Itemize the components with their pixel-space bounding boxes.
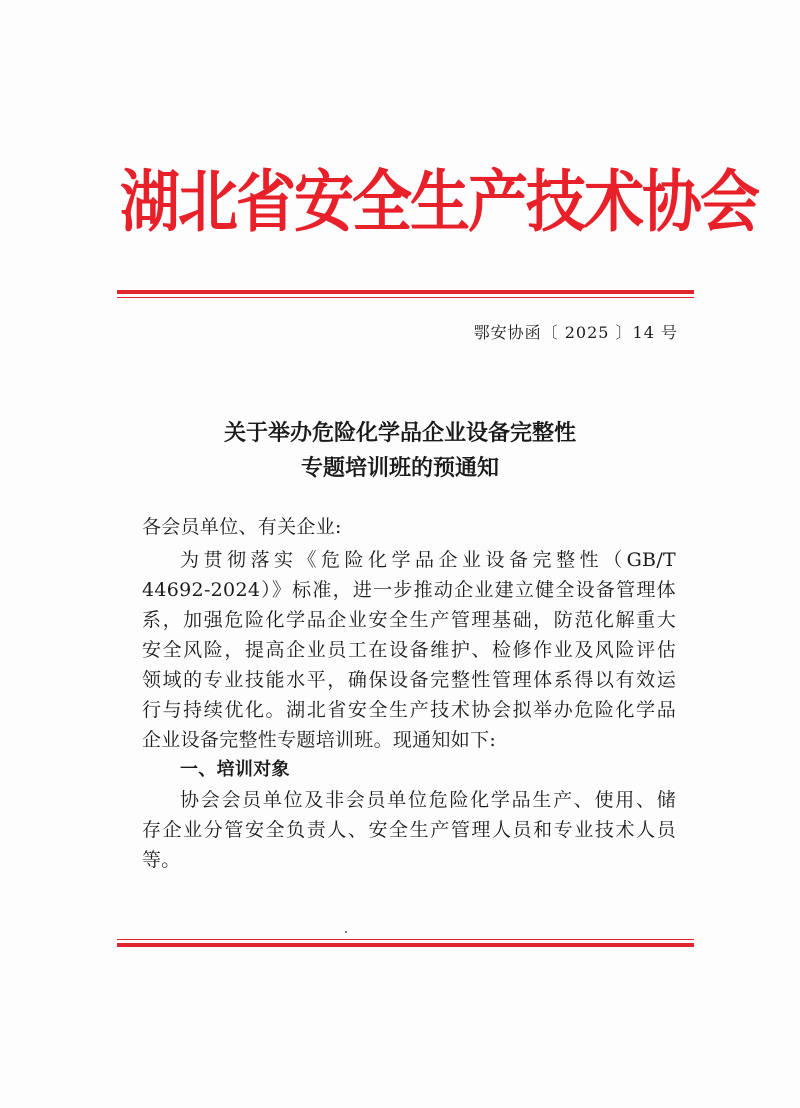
body-line: 为贯彻落实《危险化学品企业设备完整性（GB/T — [180, 549, 676, 571]
body-line: 等。 — [142, 849, 181, 871]
scan-speck — [345, 931, 347, 933]
document-title-line-2: 专题培训班的预通知 — [300, 456, 499, 481]
body-line: 44692-2024）》标准，进一步推动企业建立健全设备管理体 — [142, 579, 676, 601]
document-number: 鄂安协函〔 2025 〕14 号 — [473, 323, 678, 342]
body-line: 系，加强危险化学品企业安全生产管理基础，防范化解重大 — [142, 609, 676, 631]
section-heading: 一、培训对象 — [180, 759, 290, 780]
letterhead-rule-thin — [117, 297, 694, 298]
body-line: 企业设备完整性专题培训班。现通知如下: — [142, 729, 497, 751]
body-line: 安全风险，提高企业员工在设备维护、检修作业及风险评估 — [142, 639, 676, 661]
footer-rule-thin — [117, 939, 694, 940]
letterhead-rule-thick — [117, 290, 694, 294]
body-line: 行与持续优化。湖北省安全生产技术协会拟举办危险化学品 — [142, 699, 676, 721]
body-line: 领域的专业技能水平，确保设备完整性管理体系得以有效运 — [142, 669, 676, 691]
salutation: 各会员单位、有关企业: — [142, 516, 342, 538]
body-line: 协会会员单位及非会员单位危险化学品生产、使用、储 — [180, 789, 676, 811]
document-title-line-1: 关于举办危险化学品企业设备完整性 — [223, 421, 576, 446]
letterhead-title: 湖北省安全生产技术协会 — [120, 163, 758, 242]
body-line: 存企业分管安全负责人、安全生产管理人员和专业技术人员 — [142, 819, 676, 841]
footer-rule-thick — [117, 943, 694, 947]
